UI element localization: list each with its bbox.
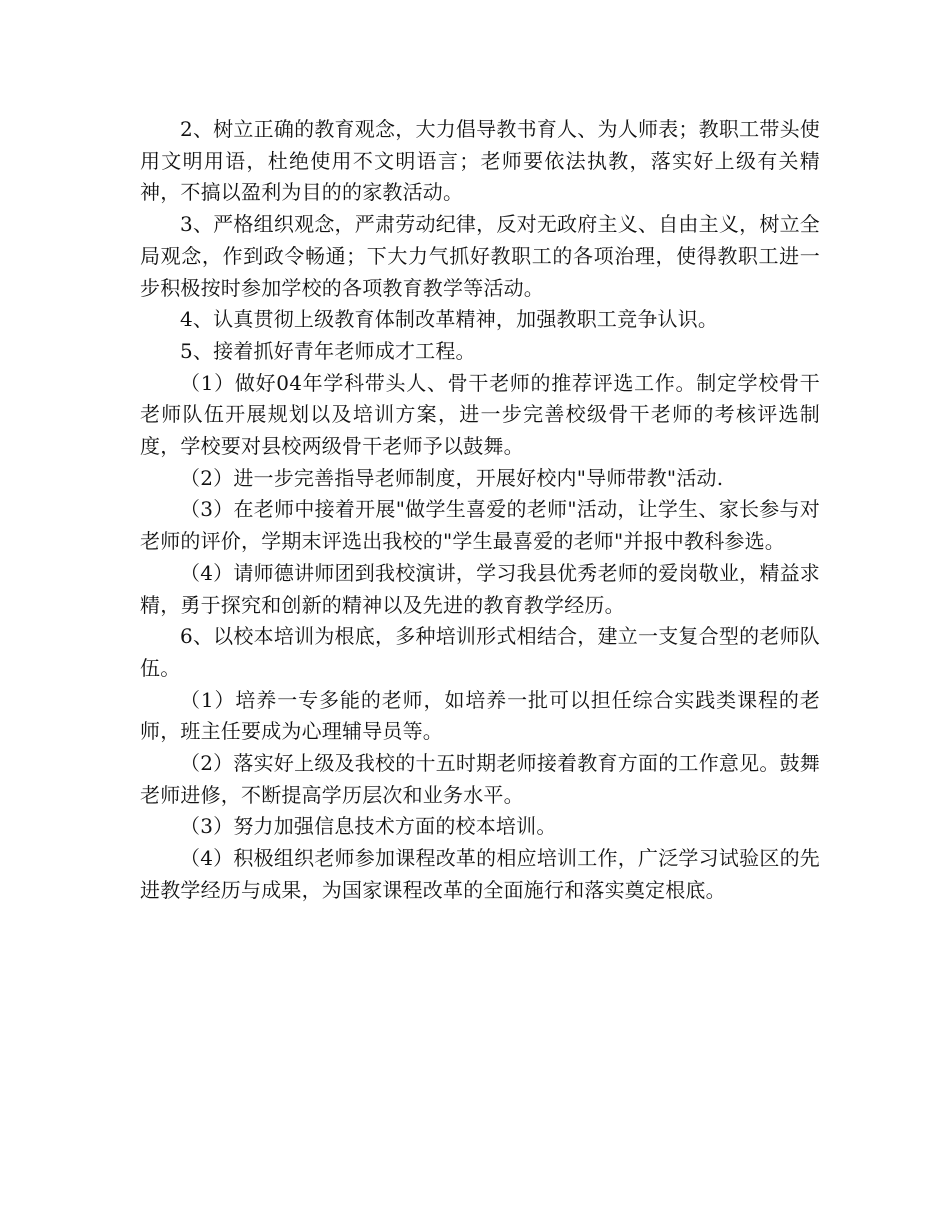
paragraph-item-6-1: （1）培养一专多能的老师，如培养一批可以担任综合实践类课程的老师，班主任要成为心理辅导员等。 [140,687,820,744]
paragraph-item-5: 5、接着抓好青年老师成才工程。 [180,338,476,363]
paragraph-item-5-3: （3）在老师中接着开展"做学生喜爱的老师"活动，让学生、家长参与对老师的评价，学期末评选出我校的"学生最喜爱的老师"并报中教科参选。 [140,497,820,554]
paragraph-item-3: 3、严格组织观念，严肃劳动纪律，反对无政府主义、自由主义，树立全局观念，作到政令畅通；下大力气抓好教职工的各项治理，使得教职工进一步积极按时参加学校的各项教育教学等活动。 [140,212,820,300]
paragraph-item-6-2: （2）落实好上级及我校的十五时期老师接着教育方面的工作意见。鼓舞老师进修，不断提高学历层次和业务水平。 [140,751,820,807]
paragraph-item-5-4: （4）请师德讲师团到我校演讲，学习我县优秀老师的爱岗敬业，精益求精，勇于探究和创新的精神以及先进的教育教学经历。 [140,560,820,617]
paragraph-item-4: 4、认真贯彻上级教育体制改革精神，加强教职工竞争认识。 [180,307,719,332]
paragraph-item-6: 6、以校本培训为根底，多种培训形式相结合，建立一支复合型的老师队伍。 [140,624,820,680]
paragraph-item-5-1: （1）做好04年学科带头人、骨干老师的推荐评选工作。制定学校骨干老师队伍开展规划以及培训方案，进一步完善校级骨干老师的考核评选制度，学校要对县校两级骨干老师予以鼓舞。 [140,370,820,459]
paragraph-item-2: 2、树立正确的教育观念，大力倡导教书育人、为人师表；教职工带头使用文明用语，杜绝使用不文明语言；老师要依法执教，落实好上级有关精神，不搞以盈利为目的的家教活动。 [140,117,820,205]
paragraph-item-6-3: （3）努力加强信息技术方面的校本培训。 [180,814,557,839]
paragraph-item-5-2: （2）进一步完善指导老师制度，开展好校内"导师带教"活动. [180,465,724,490]
document-body [140,114,820,907]
paragraph-item-6-4: （4）积极组织老师参加课程改革的相应培训工作，广泛学习试验区的先进教学经历与成果，为国家课程改革的全面施行和落实奠定根底。 [140,846,820,902]
